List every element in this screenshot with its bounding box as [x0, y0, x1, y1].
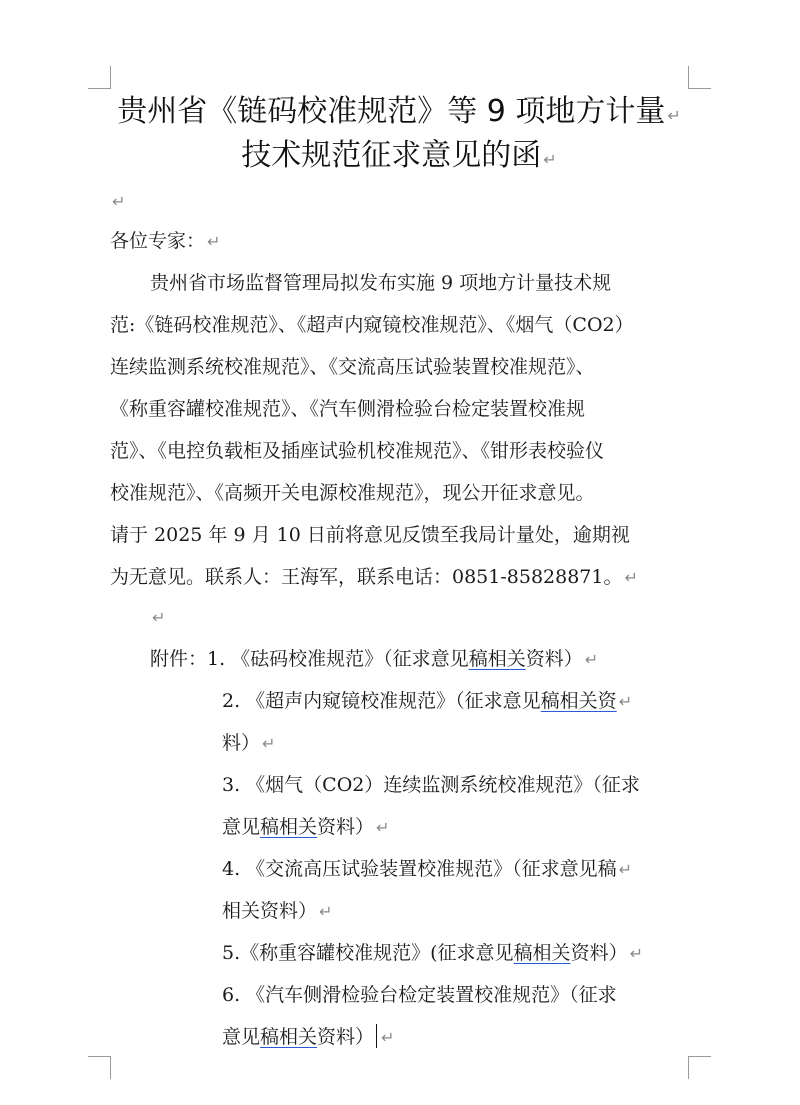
- paragraph-mark: ↵: [262, 734, 276, 753]
- attachment-2[interactable]: [222, 688, 632, 715]
- title-text: 技术规范征求意见的函: [241, 138, 542, 173]
- underlined-text: 稿相关: [468, 648, 526, 670]
- body-text: 为无意见。联系人：王海军，联系电话：0851-85828871。: [110, 566, 623, 588]
- margin-corner-top-right: [688, 66, 711, 89]
- body-line[interactable]: 范:《链码校准规范》、《超声内窥镜校准规范》、《烟气（CO2）: [110, 314, 634, 336]
- paragraph-mark: ↵: [152, 608, 166, 627]
- line-break-mark: ↵: [618, 860, 633, 879]
- text-cursor: [376, 1024, 377, 1048]
- document-title-line-1[interactable]: [110, 92, 688, 136]
- attachment-text: 2. 《超声内窥镜校准规范》（征求意见: [222, 690, 541, 712]
- empty-paragraph[interactable]: [150, 604, 165, 631]
- paragraph-mark: ↵: [629, 944, 643, 963]
- attachment-text: 资料）: [317, 816, 375, 838]
- attachment-3-cont[interactable]: [222, 814, 389, 841]
- attachment-text: 资料）: [317, 1026, 375, 1048]
- paragraph-mark: ↵: [543, 150, 557, 169]
- margin-corner-bottom-left: [88, 1056, 111, 1079]
- underlined-text: 稿相关: [260, 816, 318, 838]
- attachment-5[interactable]: [222, 940, 643, 967]
- paragraph-mark: ↵: [584, 650, 599, 669]
- paragraph-mark: ↵: [376, 818, 390, 837]
- body-line[interactable]: 《称重容罐校准规范》、《汽车侧滑检验台检定装置校准规: [110, 398, 586, 420]
- underlined-text: 稿相关资: [540, 690, 617, 712]
- attachment-text: 资料）: [525, 648, 583, 670]
- paragraph-mark: ↵: [667, 106, 681, 125]
- document-title-line-2[interactable]: [110, 136, 688, 180]
- body-line[interactable]: 请于 2025 年 9 月 10 日前将意见反馈至我局计量处，逾期视: [110, 524, 630, 546]
- attachment-text: 5.《称重容罐校准规范》(征求意见: [222, 942, 514, 964]
- attachment-text: 意见: [222, 816, 261, 838]
- line-break-mark: ↵: [618, 692, 633, 711]
- underlined-text: 稿相关: [260, 1026, 318, 1048]
- attachment-text: 料）: [222, 732, 261, 754]
- attachment-6[interactable]: 6. 《汽车侧滑检验台检定装置校准规范》（征求: [222, 984, 617, 1006]
- body-line[interactable]: 连续监测系统校准规范》、《交流高压试验装置校准规范》、: [110, 356, 595, 378]
- attachments-label: 附件：: [150, 648, 208, 670]
- attachment-4[interactable]: [222, 856, 632, 883]
- attachment-text: 资料）: [570, 942, 628, 964]
- margin-corner-bottom-right: [688, 1056, 711, 1079]
- attachment-6-cont[interactable]: [222, 1024, 394, 1051]
- body-line[interactable]: 范》、《电控负载柜及插座试验机校准规范》、《钳形表校验仪: [110, 440, 605, 462]
- body-line-last[interactable]: [110, 564, 638, 591]
- paragraph-mark: ↵: [207, 232, 221, 251]
- attachment-text: 相关资料）: [222, 900, 318, 922]
- body-line[interactable]: 贵州省市场监督管理局拟发布实施 9 项地方计量技术规: [150, 272, 612, 294]
- attachment-text: 4. 《交流高压试验装置校准规范》（征求意见稿: [222, 858, 617, 880]
- empty-paragraph[interactable]: [110, 188, 125, 215]
- attachment-4-cont[interactable]: [222, 898, 332, 925]
- paragraph-mark: ↵: [319, 902, 333, 921]
- body-line[interactable]: 校准规范》、《高频开关电源校准规范》，现公开征求意见。: [110, 482, 595, 504]
- paragraph-mark: ↵: [381, 1028, 395, 1047]
- attachment-1[interactable]: [150, 646, 598, 673]
- attachment-text: 意见: [222, 1026, 261, 1048]
- underlined-text: 稿相关: [513, 942, 571, 964]
- paragraph-mark: ↵: [624, 568, 638, 587]
- attachment-2-cont[interactable]: [222, 730, 275, 757]
- greeting-line[interactable]: [110, 228, 220, 255]
- paragraph-mark: ↵: [112, 192, 126, 211]
- margin-corner-top-left: [88, 66, 111, 89]
- attachment-3[interactable]: 3. 《烟气（CO2）连续监测系统校准规范》（征求: [222, 774, 640, 796]
- greeting-text: 各位专家：: [110, 230, 206, 252]
- attachment-text: 1. 《砝码校准规范》（征求意见: [207, 648, 469, 670]
- title-text: 贵州省《链码校准规范》等 9 项地方计量: [117, 94, 666, 129]
